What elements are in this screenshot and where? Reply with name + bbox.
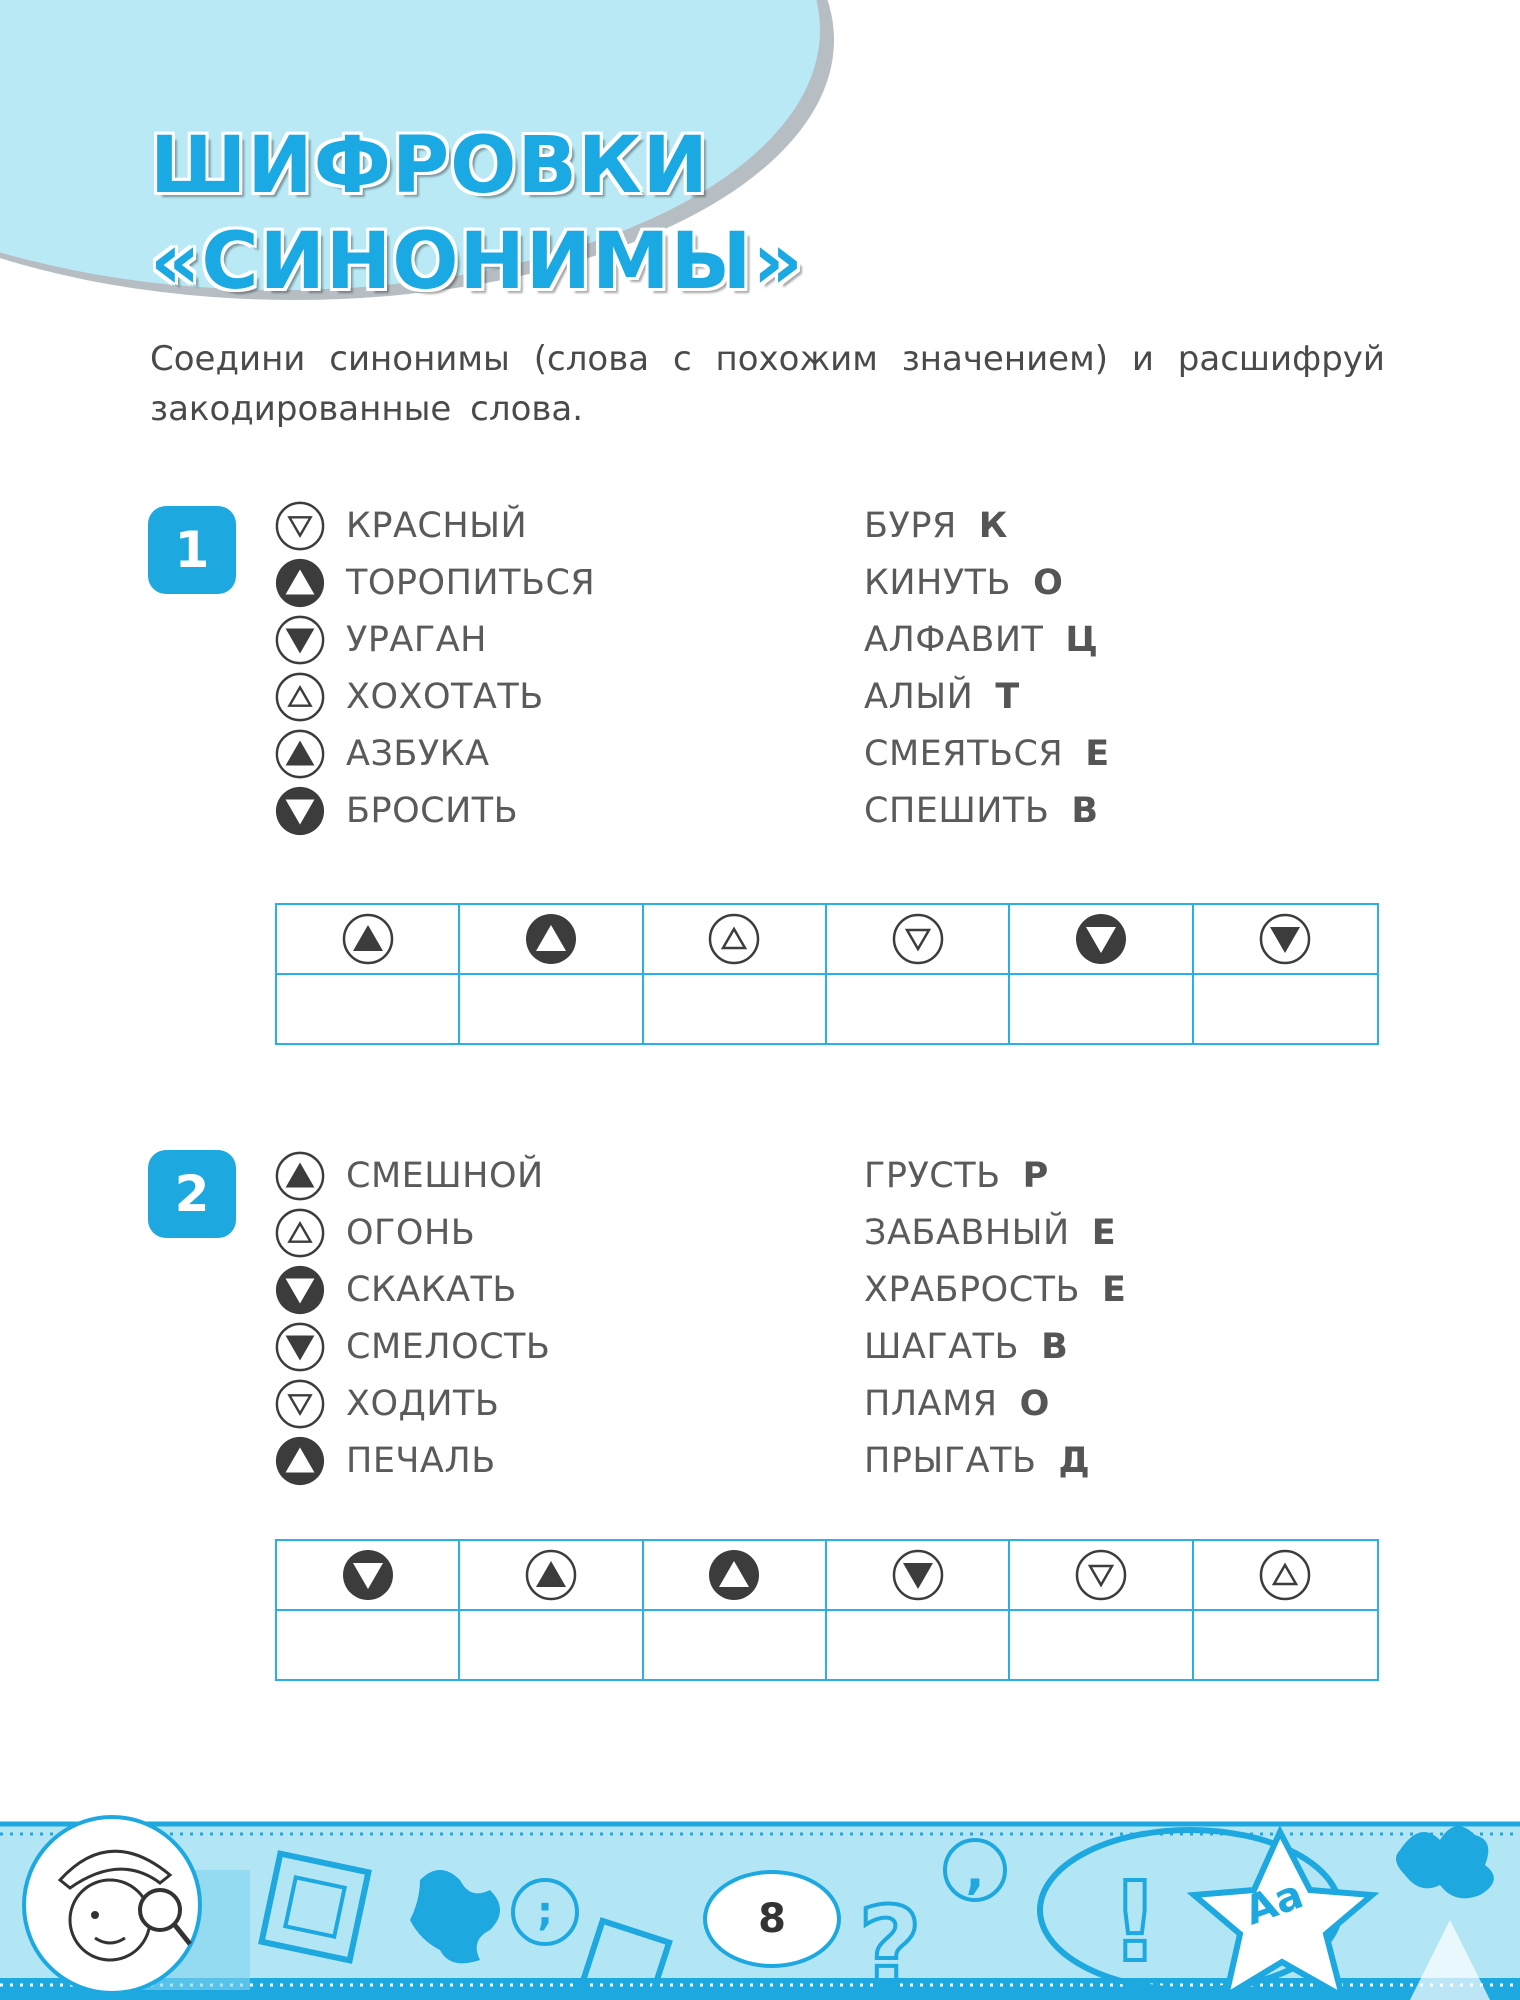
code-letter: О [1033, 563, 1064, 603]
left-word: СМЕЛОСТЬ [346, 1327, 551, 1367]
tri-up-white-on-dark-icon [274, 557, 326, 609]
left-word-row [274, 614, 487, 666]
answer-symbol-cell [1194, 1541, 1377, 1611]
aa-star-label: Aa [1238, 1871, 1310, 1935]
tri-down-dark-in-ring-icon [274, 614, 326, 666]
answer-symbol-cell [277, 905, 460, 975]
svg-text:?: ? [858, 1883, 922, 2000]
tri-down-outline-icon [274, 1378, 326, 1430]
tri-down-dark-in-ring-icon [1258, 912, 1312, 966]
answer-letter-cell[interactable] [644, 975, 827, 1045]
right-word: СПЕШИТЬ [864, 791, 1050, 831]
svg-text:,: , [965, 1842, 985, 1900]
code-letter: В [1041, 1327, 1069, 1367]
answer-letter-cell[interactable] [277, 975, 460, 1045]
code-letter: В [1071, 791, 1099, 831]
tri-up-outline-icon [274, 671, 326, 723]
left-word: ТОРОПИТЬСЯ [346, 563, 596, 603]
code-letter: Е [1091, 1213, 1117, 1253]
page-number: 8 [703, 1870, 841, 1968]
right-word: ЗАБАВНЫЙ [864, 1213, 1070, 1253]
right-word: БУРЯ [864, 506, 957, 546]
tri-down-white-on-dark-icon [274, 1264, 326, 1316]
tri-up-outline-icon [274, 1207, 326, 1259]
answer-letter-cell[interactable] [827, 975, 1010, 1045]
left-word: УРАГАН [346, 620, 487, 660]
right-word-row [864, 1378, 1050, 1430]
answer-symbol-cell [827, 1541, 1010, 1611]
left-word-row [274, 1207, 475, 1259]
left-word: ХОХОТАТЬ [346, 677, 544, 717]
answer-symbol-cell [460, 905, 643, 975]
tri-down-outline-icon [274, 500, 326, 552]
tri-up-white-on-dark-icon [707, 1548, 761, 1602]
left-word-row [274, 500, 527, 552]
question-mark-icon [858, 1883, 922, 2000]
code-letter: Ц [1065, 620, 1099, 660]
right-word: ХРАБРОСТЬ [864, 1270, 1081, 1310]
left-word-row [274, 1435, 496, 1487]
tri-down-outline-icon [891, 912, 945, 966]
answer-symbol-cell [277, 1541, 460, 1611]
right-word-row [864, 728, 1110, 780]
tri-down-dark-in-ring-icon [274, 1321, 326, 1373]
code-letter: Т [995, 677, 1020, 717]
code-letter: К [978, 506, 1008, 546]
left-word-row [274, 1150, 544, 1202]
left-word: ОГОНЬ [346, 1213, 476, 1253]
right-word-row [864, 614, 1098, 666]
answer-symbol-cell [644, 1541, 827, 1611]
left-word-row [274, 1378, 499, 1430]
right-word: ГРУСТЬ [864, 1156, 1001, 1196]
answer-letter-cell[interactable] [460, 1611, 643, 1681]
code-letter: Е [1085, 734, 1110, 774]
answer-letter-cell[interactable] [277, 1611, 460, 1681]
left-word: ХОДИТЬ [346, 1384, 500, 1424]
tri-up-white-on-dark-icon [524, 912, 578, 966]
tri-down-white-on-dark-icon [274, 785, 326, 837]
tri-down-outline-icon [1074, 1548, 1128, 1602]
exercise-2-answer-grid [275, 1539, 1379, 1681]
answer-symbol-cell [1194, 905, 1377, 975]
right-word: АЛЫЙ [864, 677, 974, 717]
right-word-row [864, 785, 1099, 837]
left-word: КРАСНЫЙ [346, 506, 528, 546]
page-title-line1: ШИФРОВКИ [150, 121, 709, 211]
tri-up-white-on-dark-icon [274, 1435, 326, 1487]
right-word-row [864, 1435, 1090, 1487]
code-letter: О [1019, 1384, 1050, 1424]
answer-symbol-cell [644, 905, 827, 975]
code-letter: Д [1058, 1441, 1091, 1481]
answer-symbol-cell [460, 1541, 643, 1611]
tri-up-dark-in-ring-icon [274, 728, 326, 780]
exercise-1-answer-grid [275, 903, 1379, 1045]
left-word: АЗБУКА [346, 734, 490, 774]
tri-down-white-on-dark-icon [1074, 912, 1128, 966]
tri-up-outline-icon [1258, 1548, 1312, 1602]
answer-letter-cell[interactable] [1194, 975, 1377, 1045]
svg-text:;: ; [537, 1889, 553, 1935]
instruction-text: Соедини синонимы (слова с похожим значением) и расшифруй закодированные слова. [150, 339, 1385, 429]
right-word: ШАГАТЬ [864, 1327, 1020, 1367]
tri-down-dark-in-ring-icon [891, 1548, 945, 1602]
left-word-row [274, 785, 518, 837]
right-word: СМЕЯТЬСЯ [864, 734, 1064, 774]
right-word-row [864, 500, 1008, 552]
left-word: БРОСИТЬ [346, 791, 519, 831]
answer-letter-cell[interactable] [644, 1611, 827, 1681]
tri-down-white-on-dark-icon [341, 1548, 395, 1602]
right-word: КИНУТЬ [864, 563, 1012, 603]
exercise-number-badge: 1 [148, 506, 236, 594]
left-word-row [274, 557, 595, 609]
code-letter: Е [1102, 1270, 1127, 1310]
svg-text:!: ! [1109, 1858, 1161, 1986]
left-word: ПЕЧАЛЬ [346, 1441, 496, 1481]
exercise-number-badge: 2 [148, 1150, 236, 1238]
left-word: СКАКАТЬ [346, 1270, 517, 1310]
answer-letter-cell[interactable] [1194, 1611, 1377, 1681]
right-word-row [864, 671, 1020, 723]
answer-letter-cell[interactable] [460, 975, 643, 1045]
tri-up-dark-in-ring-icon [274, 1150, 326, 1202]
right-word-row [864, 1321, 1068, 1373]
answer-letter-cell[interactable] [1010, 975, 1193, 1045]
page-title-line2: «СИНОНИМЫ» [150, 217, 804, 307]
tri-up-dark-in-ring-icon [341, 912, 395, 966]
tri-up-dark-in-ring-icon [524, 1548, 578, 1602]
left-word: СМЕШНОЙ [346, 1156, 544, 1196]
code-letter: Р [1022, 1156, 1049, 1196]
answer-symbol-cell [1010, 1541, 1193, 1611]
left-word-row [274, 1321, 550, 1373]
right-word: ПРЫГАТЬ [864, 1441, 1037, 1481]
answer-letter-cell[interactable] [1010, 1611, 1193, 1681]
left-word-row [274, 1264, 517, 1316]
answer-symbol-cell [827, 905, 1010, 975]
right-word-row [864, 1264, 1126, 1316]
answer-symbol-cell [1010, 905, 1193, 975]
right-word: ПЛАМЯ [864, 1384, 998, 1424]
right-word: АЛФАВИТ [864, 620, 1044, 660]
left-word-row [274, 728, 490, 780]
left-word-row [274, 671, 544, 723]
detective-kid-illustration [24, 1817, 200, 1993]
right-word-row [864, 557, 1063, 609]
tri-up-outline-icon [707, 912, 761, 966]
answer-letter-cell[interactable] [827, 1611, 1010, 1681]
right-word-row [864, 1150, 1049, 1202]
right-word-row [864, 1207, 1116, 1259]
page-title [150, 118, 804, 310]
